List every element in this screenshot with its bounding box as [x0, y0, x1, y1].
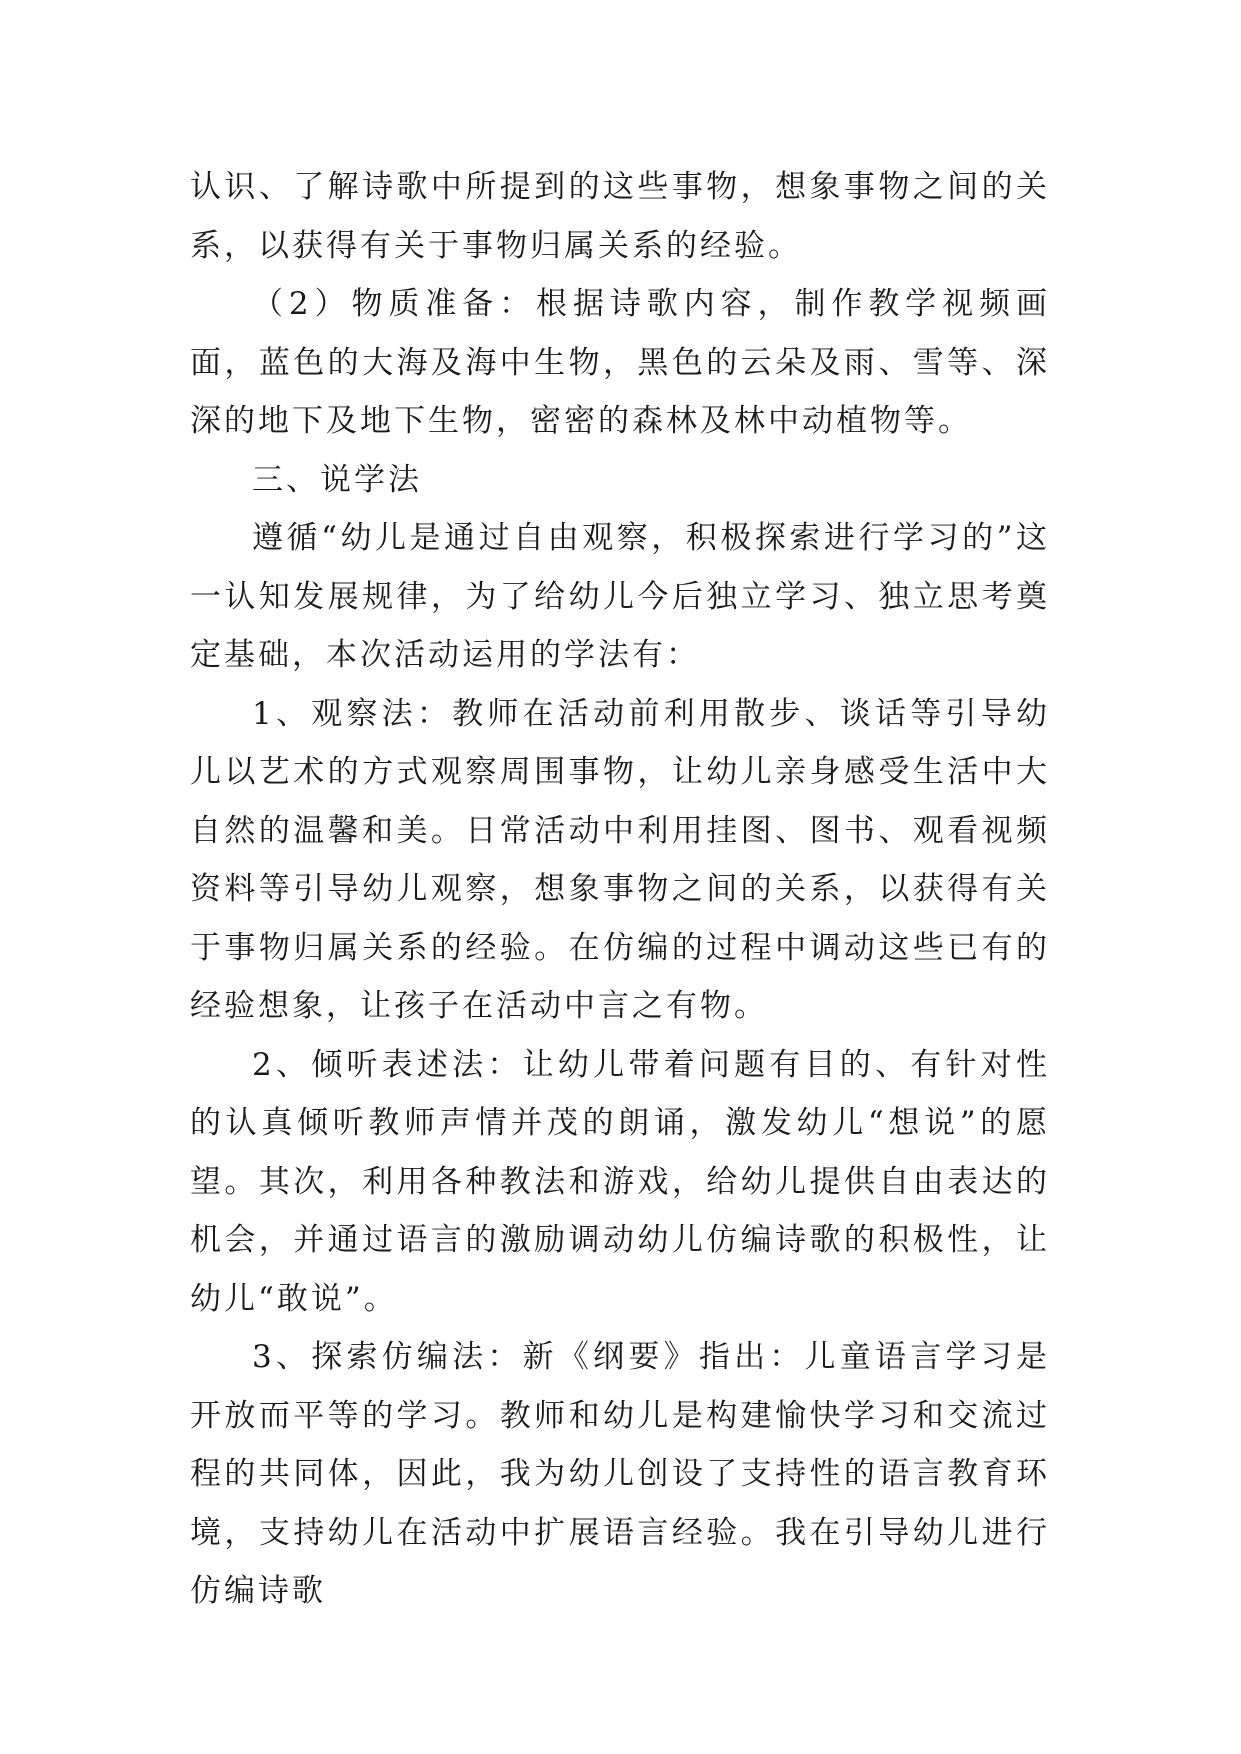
paragraph-material-preparation: （2）物质准备：根据诗歌内容，制作教学视频画面，蓝色的大海及海中生物，黑色的云朵及雨、雪等、深深的地下及地下生物，密密的森林及林中动植物等。: [190, 286, 1050, 439]
paragraph-exploration-method: 3、探索仿编法：新《纲要》指出：儿童语言学习是开放而平等的学习。教师和幼儿是构建愉快学习和交流过程的共同体，因此，我为幼儿创设了支持性的语言教育环境，支持幼儿在活动中扩展语言经验。我在引导幼儿进行仿编诗歌: [190, 1339, 1050, 1609]
paragraph-continuation: 认识、了解诗歌中所提到的这些事物，想象事物之间的关系，以获得有关于事物归属关系的经验。: [190, 169, 1050, 264]
paragraph-learning-methods-intro: 遵循“幼儿是通过自由观察，积极探索进行学习的”这一认知发展规律，为了给幼儿今后独立学习、独立思考奠定基础，本次活动运用的学法有：: [190, 520, 1050, 673]
document-body: [190, 158, 1050, 1621]
paragraph-listening-method: 2、倾听表述法：让幼儿带着问题有目的、有针对性的认真倾听教师声情并茂的朗诵，激发幼儿“想说”的愿望。其次，利用各种教法和游戏，给幼儿提供自由表达的机会，并通过语言的激励调动幼儿仿编诗歌的积极性，让幼儿“敢说”。: [190, 1046, 1050, 1317]
paragraph-observation-method: 1、观察法：教师在活动前利用散步、谈话等引导幼儿以艺术的方式观察周围事物，让幼儿亲身感受生活中大自然的温馨和美。日常活动中利用挂图、图书、观看视频资料等引导幼儿观察，想象事物之间的关系，以获得有关于事物归属关系的经验。在仿编的过程中调动这些已有的经验想象，让孩子在活动中言之有物。: [190, 695, 1050, 1024]
section-heading-learning-methods: 三、说学法: [252, 461, 422, 498]
